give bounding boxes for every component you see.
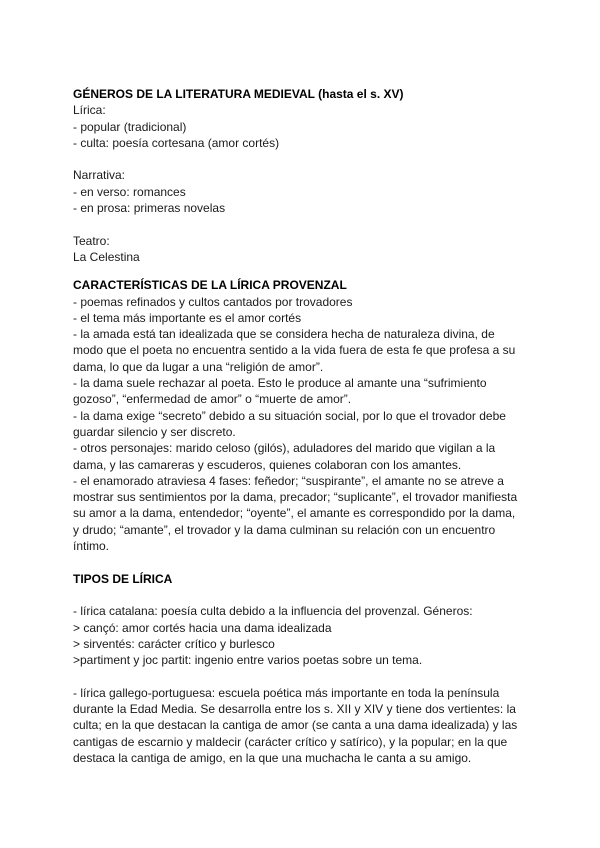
paragraph-line: dama, y las camareras y escuderos, quienes colaboran con los amantes. <box>73 457 462 472</box>
lirica-item: - culta: poesía cortesana (amor cortés) <box>73 135 280 150</box>
paragraph-line: - la dama suele rechazar al poeta. Esto le produce al amante una “sufrimiento <box>73 376 487 391</box>
section-heading-generos: GÉNEROS DE LA LITERATURA MEDIEVAL (hasta el s. XV) <box>73 87 404 101</box>
paragraph-line: íntimo. <box>73 539 110 554</box>
section-heading-caracteristicas: CARACTERÍSTICAS DE LA LÍRICA PROVENZAL <box>73 278 347 293</box>
lirica-item: - popular (tradicional) <box>73 119 187 134</box>
paragraph-line: - la dama exige “secreto” debido a su situación social, por lo que el trovador debe <box>73 408 506 423</box>
narrativa-item: - en verso: romances <box>73 184 186 199</box>
paragraph-line: > sirventés: carácter crítico y burlesco <box>73 636 275 651</box>
paragraph-line: mostrar sus sentimientos por la dama, precador; “suplicante”, el trovador manifiesta <box>73 490 518 505</box>
paragraph-line: - el tema más importante es el amor cortés <box>73 310 302 325</box>
teatro-item: La Celestina <box>73 249 140 264</box>
paragraph-line: - poemas refinados y cultos cantados por trovadores <box>73 294 353 309</box>
narrativa-item: - en prosa: primeras novelas <box>73 201 226 216</box>
paragraph-line: destaca la cantiga de amigo, en la que una muchacha le canta a su amigo. <box>73 750 472 765</box>
paragraph-line: culta; en la que destacan la cantiga de amor (se canta a una dama idealizada) y las <box>73 718 518 733</box>
paragraph-line: >partiment y joc partit: ingenio entre varios poetas sobre un tema. <box>73 653 423 668</box>
paragraph-line: modo que el poeta no encuentra sentido a la vida fuera de esta fe que profesa a su <box>73 343 516 358</box>
paragraph-line: durante la Edad Media. Se desarrolla entre los s. XII y XIV y tiene dos vertientes: la <box>73 701 516 716</box>
paragraph-line: guardar silencio y ser discreto. <box>73 424 236 439</box>
paragraph-line: su amor a la dama, entendedor; “oyente”, el amante es correspondido por la dama, <box>73 506 516 521</box>
paragraph-line: dama, lo que da lugar a una “religión de amor”. <box>73 359 324 374</box>
paragraph-line: - la amada está tan idealizada que se considera hecha de naturaleza divina, de <box>73 327 495 342</box>
teatro-title: Teatro: <box>73 233 110 248</box>
paragraph-line: > cançó: amor cortés hacia una dama idealizada <box>73 620 332 635</box>
paragraph-line: y drudo; “amante”, el trovador y la dama culminan su relación con un encuentro <box>73 522 496 537</box>
paragraph-line: - el enamorado atraviesa 4 fases: feñedor; “suspirante”, el amante no se atreve a <box>73 473 504 488</box>
paragraph-line: gozoso”, “enfermedad de amor” o “muerte de amor”. <box>73 392 352 407</box>
section-heading-tipos: TIPOS DE LÍRICA <box>73 571 173 586</box>
narrativa-title: Narrativa: <box>73 168 126 183</box>
lirica-title: Lírica: <box>73 103 106 118</box>
paragraph-line: - lírica gallego-portuguesa: escuela poética más importante en toda la península <box>73 685 500 700</box>
paragraph-line: cantigas de escarnio y maldecir (carácter crítico y satírico), y la popular; en la que <box>73 734 508 749</box>
paragraph-line: - otros personajes: marido celoso (gilós), aduladores del marido que vigilan a la <box>73 441 496 456</box>
document-page <box>73 86 533 766</box>
paragraph-line: - lírica catalana: poesía culta debido a la influencia del provenzal. Géneros: <box>73 604 473 619</box>
